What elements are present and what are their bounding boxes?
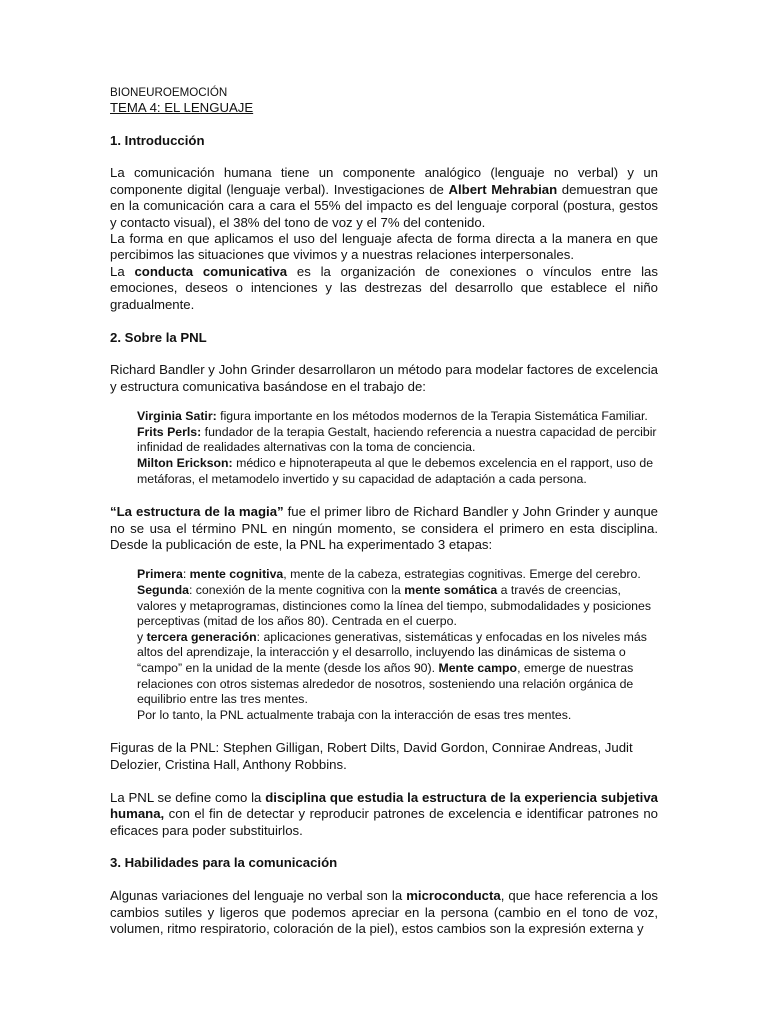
- influence-item: [137, 409, 658, 425]
- stage-third: [137, 630, 658, 708]
- bold-run: mente cognitiva: [189, 567, 284, 582]
- text-run: , que hace referencia a los cambios sutiles y ligeros que podemos apreciar en la persona (cambio en el tono de voz, volumen, ritmo respiratorio, coloración de la piel), estos cambios son la expresión externa y: [110, 888, 658, 937]
- text-run: fue el primer libro de Richard Bandler y John Grinder y aunque no se usa el término PNL en ningún momento, se considera el primero en esta disciplina. Desde la publicación de este, la PNL ha experimentado 3 etapas:: [110, 504, 658, 553]
- bold-run: mente somática: [404, 583, 498, 598]
- intro-paragraph-1: [110, 165, 658, 231]
- person-name: Virginia Satir:: [137, 409, 217, 424]
- stage-label: Segunda: [137, 583, 189, 598]
- text-run: La comunicación humana tiene un componente analógico (lenguaje no verbal) y un componente digital (lenguaje verbal). Investigaciones de: [110, 165, 658, 197]
- text-run: : conexión de la mente cognitiva con la: [188, 583, 405, 598]
- definition-paragraph: [110, 790, 658, 839]
- bold-run: Mente campo: [438, 661, 518, 676]
- stage-label: Primera: [137, 567, 183, 582]
- skills-paragraph: [110, 888, 658, 937]
- section-heading-pnl: 2. Sobre la PNL: [110, 329, 207, 345]
- text-run: La PNL se define como la: [110, 789, 266, 805]
- text-run: :: [182, 567, 190, 582]
- stages-list: [110, 567, 658, 723]
- text-run: , emerge de nuestras relaciones con otros sistemas alrededor de nosotros, sosteniendo una relación orgánica de equilibrio entre las tres mentes.: [137, 661, 634, 707]
- book-title: “La estructura de la magia”: [110, 504, 284, 520]
- text-run: demuestran que en la comunicación cara a cara el 55% del impacto es del lenguaje corporal (postura, gestos y contacto visual), el 38% del tono de voz y el 7% del contenido.: [110, 181, 658, 230]
- bold-run: microconducta: [406, 888, 501, 904]
- bold-run: Albert Mehrabian: [448, 181, 558, 197]
- stages-conclusion: Por lo tanto, la PNL actualmente trabaja con la interacción de esas tres mentes.: [137, 707, 572, 722]
- stage-second: [137, 583, 658, 630]
- person-desc: figura importante en los métodos modernos de la Terapia Sistemática Familiar.: [216, 409, 648, 424]
- influence-item: [137, 456, 658, 487]
- section-heading-intro: 1. Introducción: [110, 132, 205, 148]
- course-title: BIONEUROEMOCIÓN: [110, 86, 228, 99]
- pnl-intro-paragraph: Richard Bandler y John Grinder desarrollaron un método para modelar factores de excelencia y estructura comunicativa basándose en el trabajo de:: [110, 362, 658, 394]
- section-heading-skills: 3. Habilidades para la comunicación: [110, 855, 338, 871]
- text-run: es la organización de conexiones o vínculos entre las emociones, deseos o intenciones y las destrezas del desarrollo que establece el niño gradualmente.: [110, 263, 658, 312]
- influence-item: [137, 425, 658, 456]
- intro-paragraph-2: La forma en que aplicamos el uso del lenguaje afecta de forma directa a la manera en que percibimos las situaciones que vivimos y a nuestras relaciones interpersonales.: [110, 231, 658, 263]
- text-run: y: [137, 629, 147, 644]
- person-desc: médico e hipnoterapeuta al que le debemos excelencia en el rapport, uso de metáforas, el metamodelo invertido y su capacidad de adaptación a cada persona.: [137, 456, 654, 486]
- person-name: Frits Perls:: [137, 424, 202, 439]
- text-run: : aplicaciones generativas, sistemáticas y enfocadas en los niveles más altos del aprendizaje, la interacción y el desarrollo, incluyendo las dinámicas de sistema o “campo” en la unidad de la mente (desde los años 90).: [137, 629, 647, 676]
- person-desc: fundador de la terapia Gestalt, haciendo referencia a nuestra capacidad de percibir infinidad de realidades alternativas con la toma de conciencia.: [137, 424, 657, 455]
- topic-title: TEMA 4: EL LENGUAJE: [110, 100, 254, 115]
- stage-label: tercera generación: [146, 629, 257, 644]
- text-run: a través de creencias, valores y metaprogramas, distinciones como la línea del tiempo, submodalidades y posiciones perceptivas (mitad de los años 80). Centrada en el cuerpo.: [137, 583, 652, 629]
- text-run: , mente de la cabeza, estrategias cognitivas. Emerge del cerebro.: [283, 567, 641, 582]
- intro-paragraph-3: [110, 264, 658, 313]
- stage-first: [137, 567, 658, 583]
- text-run: con el fin de detectar y reproducir patrones de excelencia e identificar patrones no eficaces para poder substituirlos.: [110, 806, 658, 838]
- document-content: [110, 86, 658, 938]
- figures-paragraph: Figuras de la PNL: Stephen Gilligan, Robert Dilts, David Gordon, Connirae Andreas, Judit Delozier, Cristina Hall, Anthony Robbins.: [110, 740, 633, 772]
- person-name: Milton Erickson:: [137, 456, 233, 471]
- influences-list: [110, 409, 658, 487]
- text-run: Algunas variaciones del lenguaje no verbal son la: [110, 888, 407, 904]
- bold-run: conducta comunicativa: [134, 263, 288, 279]
- bold-run: disciplina que estudia la estructura de la experiencia subjetiva humana,: [110, 789, 658, 822]
- magia-paragraph: [110, 504, 658, 553]
- text-run: La: [110, 263, 135, 279]
